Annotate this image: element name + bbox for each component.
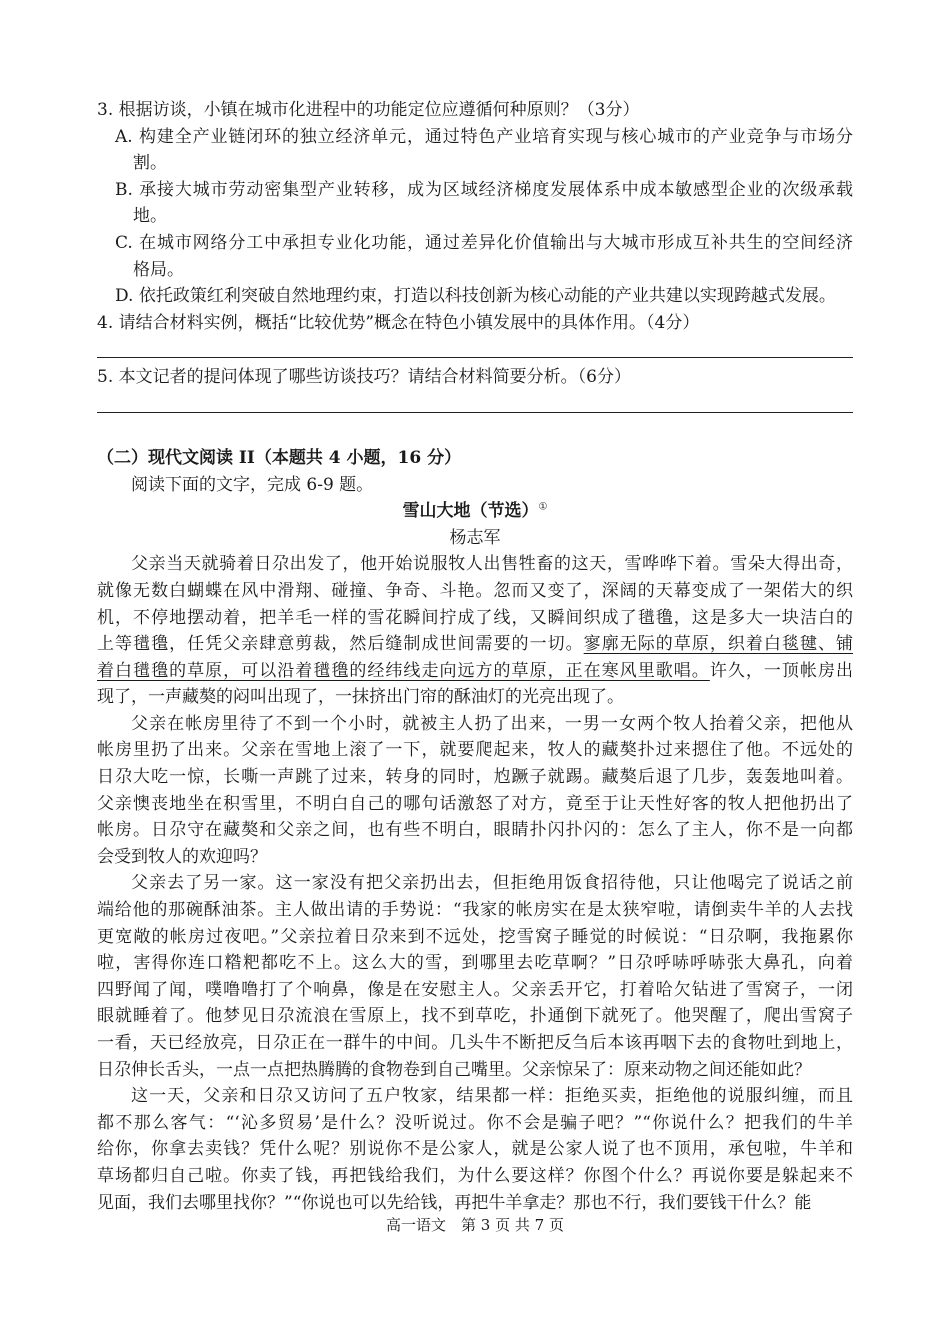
paragraph-line (97, 764, 853, 791)
option-C-continued: 格局。 (133, 259, 184, 280)
text-segment: 许久，一顶帐房出 (709, 660, 853, 681)
text-segment: 更宽敞的帐房过夜吧。”父亲拉着日尕来到不远处，挖雪窝子睡觉的时候说：“日尕啊，我拖累你 (97, 926, 853, 947)
passage-body (97, 551, 853, 1216)
text-segment: 帐房。日尕守在藏獒和父亲之间，也有些不明白，眼睛扑闪扑闪的：怎么了主人，你不是一向都 (97, 820, 853, 841)
text-segment: 草场都归自己啦。你卖了钱，再把钱给我们，为什么要这样？你图个什么？再说你要是躲起来不 (97, 1165, 853, 1186)
paragraph-line (97, 684, 853, 711)
text-segment: 这一天，父亲和日尕又访问了五户牧家，结果都一样：拒绝买卖，拒绝他的说服纠缠，而且 (131, 1086, 853, 1107)
text-segment: 机，不停地摆动着，把羊毛一样的雪花瞬间拧成了线，又瞬间织成了氆氇，这是多大一块洁白的 (97, 607, 853, 628)
option-A-continued: 割。 (133, 153, 167, 174)
paragraph-line (97, 1057, 853, 1084)
option-B: B. 承接大城市劳动密集型产业转移，成为区域经济梯度发展体系中成本敏感型企业的次级承载 (115, 179, 853, 200)
answer-line-q4 (97, 357, 853, 358)
paragraph-line (97, 1163, 853, 1190)
paragraph-line (97, 1003, 853, 1030)
paragraph-line (97, 1110, 853, 1137)
page-footer: 高一语文 第 3 页 共 7 页 (386, 1216, 564, 1234)
paragraph-line (97, 551, 853, 578)
text-segment: 父亲在帐房里待了不到一个小时，就被主人扔了出来，一男一女两个牧人抬着父亲，把他从 (131, 713, 853, 734)
paragraph-line (97, 897, 853, 924)
passage-title-text: 雪山大地（节选） (402, 501, 539, 522)
option-B-continued: 地。 (133, 206, 167, 227)
text-segment: 给你，你拿去卖钱？凭什么呢？别说你不是公家人，就是公家人说了也不顶用，承包啦，牛羊和 (97, 1139, 853, 1160)
paragraph-line (97, 870, 853, 897)
paragraph-line (97, 844, 853, 871)
option-C: C. 在城市网络分工中承担专业化功能，通过差异化价值输出与大城市形成互补共生的空间经济 (115, 232, 853, 253)
text-segment: 啦，害得你连口糌粑都吃不上。这么大的雪，到哪里去吃草啊？”日尕呼哧呼哧张大鼻孔，向着 (97, 953, 853, 974)
paragraph-line (97, 1190, 853, 1217)
text-segment: 日尕伸长舌头，一点一点把热腾腾的食物卷到自己嘴里。父亲惊呆了：原来动物之间还能如此？ (97, 1059, 811, 1080)
paragraph-line (97, 1030, 853, 1057)
text-segment: 父亲去了另一家。这一家没有把父亲扔出去，但拒绝用饭食招待他，只让他喝完了说话之前 (131, 873, 853, 894)
paragraph (97, 1083, 853, 1216)
question-3-options (97, 124, 853, 310)
paragraph-line (97, 817, 853, 844)
paragraph-line (97, 711, 853, 738)
passage-title (97, 498, 853, 525)
option-A: A. 构建全产业链闭环的独立经济单元，通过特色产业培育实现与核心城市的产业竞争与市场分 (115, 126, 853, 147)
text-segment: 眼就睡着了。他梦见日尕流浪在雪原上，找不到草吃，扑通倒下就死了。他哭醒了，爬出雪窝子 (97, 1006, 853, 1027)
paragraph-line (97, 737, 853, 764)
paragraph-line (97, 1136, 853, 1163)
text-segment: 一看，天已经放亮，日尕正在一群牛的中间。几头牛不断把反刍后本该再咽下去的食物吐到地上， (97, 1033, 853, 1053)
text-segment: 上等氆氇，任凭父亲肆意剪裁，然后缝制成世间需要的一切。 (97, 634, 584, 655)
paragraph-line (97, 631, 853, 658)
question-4-stem: 4. 请结合材料实例，概括“比较优势”概念在特色小镇发展中的具体作用。（4分） (97, 312, 700, 333)
paragraph (97, 711, 853, 871)
paragraph-line (97, 950, 853, 977)
text-segment: 都不那么客气：“‘沁多贸易’是什么？没听说过。你不会是骗子吧？”“你说什么？把我们的牛羊 (97, 1112, 853, 1133)
answer-line-q5 (97, 412, 853, 413)
underlined-text: 着白氆氇的草原，可以沿着氆氇的经纬线走向远方的草原，正在寒风里歌唱。 (97, 660, 710, 681)
option-D: D. 依托政策红利突破自然地理约束，打造以科技创新为核心动能的产业共建以实现跨越式发展。 (115, 286, 836, 307)
text-segment: 帐房里扔了出来。父亲在雪地上滚了一下，就要爬起来，牧人的藏獒扑过来摁住了他。不远处的 (97, 740, 853, 761)
paragraph-line (97, 605, 853, 632)
paragraph-line (97, 658, 853, 685)
paragraph-line (97, 924, 853, 951)
text-segment: 就像无数白蝴蝶在风中滑翔、碰撞、争奇、斗艳。忽而又变了，深阔的天幕变成了一架偌大的织 (97, 580, 853, 601)
section-instruction: 阅读下面的文字，完成 6-9 题。 (131, 474, 374, 495)
text-segment: 现了，一声藏獒的闷叫出现了，一抹挤出门帘的酥油灯的光亮出现了。 (97, 687, 624, 708)
text-segment: 见面，我们去哪里找你？”“你说也可以先给钱，再把牛羊拿走？那也不行，我们要钱干什么？能 (97, 1192, 812, 1213)
text-segment: 会受到牧人的欢迎吗？ (97, 846, 267, 867)
footnote-mark: ① (538, 501, 548, 513)
text-segment: 父亲当天就骑着日尕出发了，他开始说服牧人出售牲畜的这天，雪哗哗下着。雪朵大得出奇， (131, 554, 853, 575)
question-5-stem: 5. 本文记者的提问体现了哪些访谈技巧？请结合材料简要分析。（6分） (97, 367, 631, 388)
question-3-stem: 3. 根据访谈，小镇在城市化进程中的功能定位应遵循何种原则？（3分） (97, 100, 640, 120)
paragraph-line (97, 791, 853, 818)
exam-page (97, 97, 853, 1216)
paragraph (97, 870, 853, 1083)
text-segment: 端给他的那碗酥油茶。主人做出请的手势说：“我家的帐房实在是太狭窄啦，请倒卖牛羊的人去找 (97, 900, 853, 921)
paragraph (97, 551, 853, 711)
text-segment: 日尕大吃一惊，长嘶一声跳了过来，转身的同时，尥蹶子就踢。藏獒后退了几步，轰轰地叫着。 (97, 767, 853, 788)
paragraph-line (97, 578, 853, 605)
paragraph-line (97, 977, 853, 1004)
text-segment: 四野闻了闻，噗噜噜打了个响鼻，像是在安慰主人。父亲丢开它，打着哈欠钻进了雪窝子，一闭 (97, 979, 853, 1000)
paragraph-line (97, 1083, 853, 1110)
section-heading: （二）现代文阅读 II（本题共 4 小题，16 分） (97, 447, 462, 468)
text-segment: 父亲懊丧地坐在积雪里，不明白自己的哪句话激怒了对方，竟至于让天性好客的牧人把他扔出了 (97, 793, 853, 814)
passage-author: 杨志军 (449, 527, 501, 548)
underlined-text: 寥廓无际的草原，织着白毯毽、铺 (583, 634, 854, 655)
